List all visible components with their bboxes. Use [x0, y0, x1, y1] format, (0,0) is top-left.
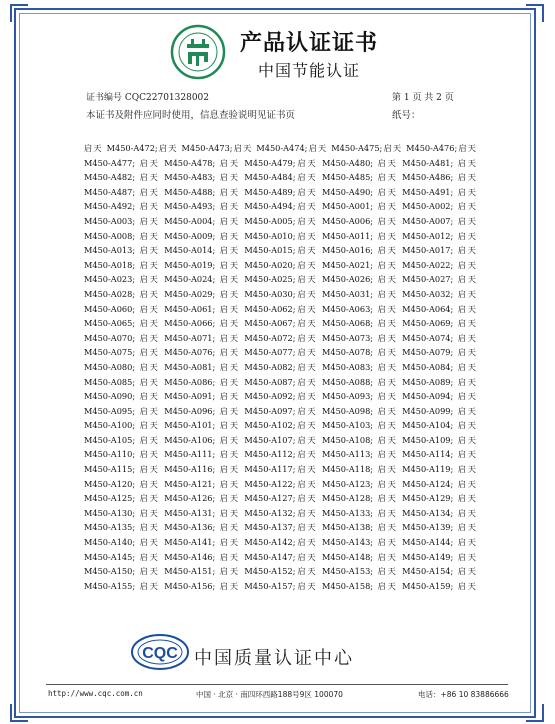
model-line: M450-A023; 启天 M450-A024; 启天 M450-A025;启天 M450-A026; 启天 M450-A027; 启天	[84, 274, 476, 285]
corner-ornament	[526, 704, 544, 722]
model-line: M450-A477; 启天 M450-A478; 启天 M450-A479;启天 M450-A480; 启天 M450-A481; 启天	[84, 157, 476, 168]
model-line: M450-A018; 启天 M450-A019; 启天 M450-A020;启天 M450-A021; 启天 M450-A022; 启天	[84, 259, 476, 270]
model-line: M450-A013; 启天 M450-A014; 启天 M450-A015;启天 M450-A016; 启天 M450-A017; 启天	[84, 245, 476, 256]
energy-certification-logo	[170, 24, 226, 80]
model-line: M450-A105; 启天 M450-A106; 启天 M450-A107;启天 M450-A108; 启天 M450-A109; 启天	[84, 434, 476, 445]
address: 中国 · 北京 · 南四环西路188号9区 100070	[196, 690, 343, 699]
certificate-number: 证书编号 CQC22701328002	[86, 93, 209, 103]
model-line: M450-A120; 启天 M450-A121; 启天 M450-A122;启天 M450-A123; 启天 M450-A124; 启天	[84, 478, 476, 489]
model-line: M450-A130; 启天 M450-A131; 启天 M450-A132;启天 M450-A133; 启天 M450-A134; 启天	[84, 507, 476, 518]
telephone: 电话：+86 10 83886666	[418, 690, 509, 699]
model-line: M450-A008; 启天 M450-A009; 启天 M450-A010;启天 M450-A011; 启天 M450-A012; 启天	[84, 230, 476, 241]
model-line: M450-A110; 启天 M450-A111; 启天 M450-A112;启天 M450-A113; 启天 M450-A114; 启天	[84, 449, 476, 460]
website-url: http://www.cqc.com.cn	[48, 689, 143, 698]
model-line: M450-A095; 启天 M450-A096; 启天 M450-A097;启天 M450-A098; 启天 M450-A099; 启天	[84, 405, 476, 416]
cqc-logo-text: CQC	[142, 645, 178, 662]
corner-ornament	[526, 4, 544, 22]
corner-ornament	[10, 4, 28, 22]
page-title: 产品认证证书	[240, 31, 379, 56]
model-line: M450-A075; 启天 M450-A076; 启天 M450-A077;启天 M450-A078; 启天 M450-A079; 启天	[84, 347, 476, 358]
paper-number-label: 纸号：	[392, 110, 421, 121]
model-line: M450-A487; 启天 M450-A488; 启天 M450-A489;启天 M450-A490; 启天 M450-A491; 启天	[84, 186, 476, 197]
model-line: M450-A090; 启天 M450-A091; 启天 M450-A092;启天 M450-A093; 启天 M450-A094; 启天	[84, 391, 476, 402]
model-line: M450-A060; 启天 M450-A061; 启天 M450-A062;启天 M450-A063; 启天 M450-A064; 启天	[84, 303, 476, 314]
model-line: M450-A100; 启天 M450-A101; 启天 M450-A102;启天 M450-A103; 启天 M450-A104; 启天	[84, 420, 476, 431]
model-line: M450-A085; 启天 M450-A086; 启天 M450-A087;启天 M450-A088; 启天 M450-A089; 启天	[84, 376, 476, 387]
corner-ornament	[10, 704, 28, 722]
model-line: M450-A155; 启天 M450-A156; 启天 M450-A157;启天 M450-A158; 启天 M450-A159; 启天	[84, 580, 476, 591]
model-line: M450-A125; 启天 M450-A126; 启天 M450-A127;启天 M450-A128; 启天 M450-A129; 启天	[84, 493, 476, 504]
model-line: M450-A080; 启天 M450-A081; 启天 M450-A082;启天 M450-A083; 启天 M450-A084; 启天	[84, 361, 476, 372]
organization-name: 中国质量认证中心	[194, 648, 354, 669]
model-line: M450-A003; 启天 M450-A004; 启天 M450-A005;启天 M450-A006; 启天 M450-A007; 启天	[84, 215, 476, 226]
model-line: M450-A028; 启天 M450-A029; 启天 M450-A030;启天 M450-A031; 启天 M450-A032; 启天	[84, 288, 476, 299]
model-line: 启天 M450-A472;启天 M450-A473;启天 M450-A474;启天 M450-A475;启天 M450-A476;启天	[84, 143, 476, 153]
model-line: M450-A115; 启天 M450-A116; 启天 M450-A117;启天 M450-A118; 启天 M450-A119; 启天	[84, 464, 476, 475]
model-line: M450-A150; 启天 M450-A151; 启天 M450-A152;启天 M450-A153; 启天 M450-A154; 启天	[84, 566, 476, 577]
model-line: M450-A492; 启天 M450-A493; 启天 M450-A494;启天 M450-A001; 启天 M450-A002; 启天	[84, 201, 476, 212]
model-line: M450-A070; 启天 M450-A071; 启天 M450-A072;启天 M450-A073; 启天 M450-A074; 启天	[84, 332, 476, 343]
model-line: M450-A145; 启天 M450-A146; 启天 M450-A147;启天 M450-A148; 启天 M450-A149; 启天	[84, 551, 476, 562]
model-line: M450-A482; 启天 M450-A483; 启天 M450-A484;启天 M450-A485; 启天 M450-A486; 启天	[84, 172, 476, 183]
usage-notice: 本证书及附件应同时使用，信息查验说明见证书页	[86, 110, 296, 121]
page-subtitle: 中国节能认证	[258, 61, 361, 80]
page-indicator: 第 1 页 共 2 页	[392, 93, 454, 103]
model-line: M450-A140; 启天 M450-A141; 启天 M450-A142;启天 M450-A143; 启天 M450-A144; 启天	[84, 537, 476, 548]
footer-divider	[46, 684, 508, 685]
cqc-logo	[130, 633, 190, 671]
model-list	[84, 141, 476, 593]
model-line: M450-A135; 启天 M450-A136; 启天 M450-A137;启天 M450-A138; 启天 M450-A139; 启天	[84, 522, 476, 533]
model-line: M450-A065; 启天 M450-A066; 启天 M450-A067;启天 M450-A068; 启天 M450-A069; 启天	[84, 318, 476, 329]
